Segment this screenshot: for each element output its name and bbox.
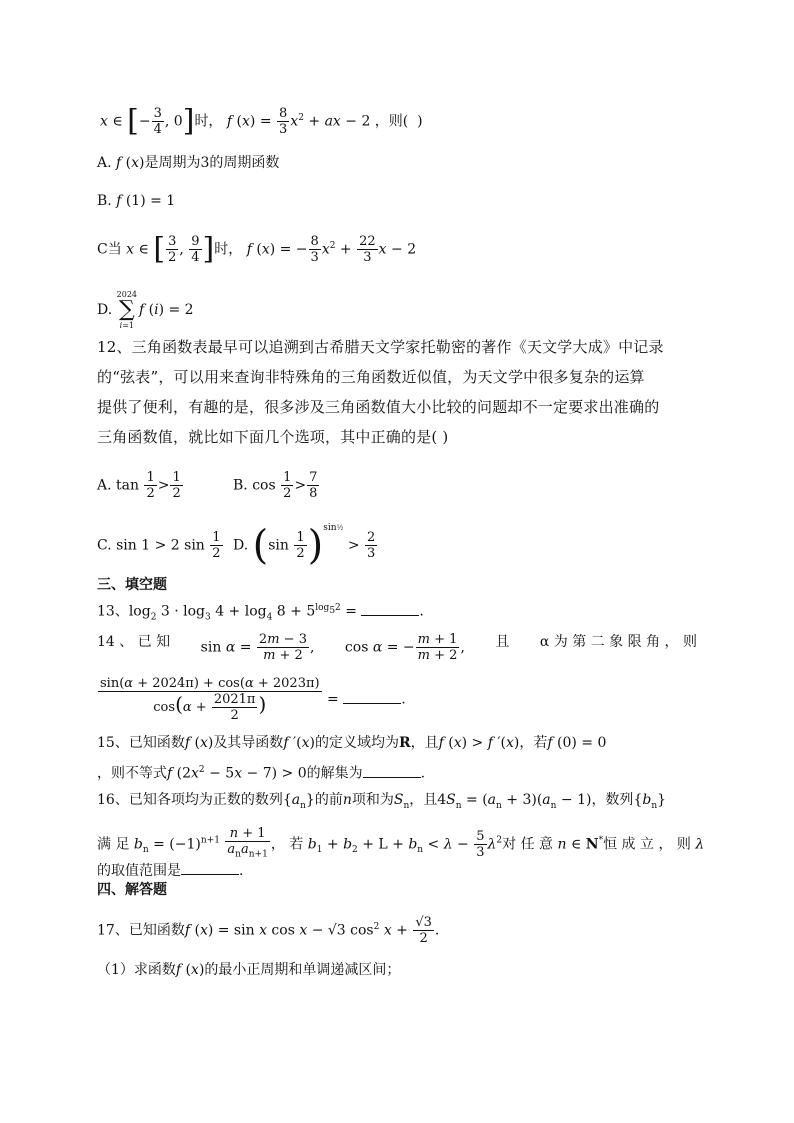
answer-blank[interactable]: [181, 860, 239, 875]
q11-stem: x ∈ [− $\frac{3}{4}$ , 0]时， f (x) = $\frac{8}{3}$ $x^2$ + ax − 2 ，则( ): [100, 103, 423, 139]
q11-option-b: B. f (1) = 1: [97, 193, 176, 209]
q12-option-b: B. cos $\frac{1}{2}$ > $\frac{7}{8}$: [233, 470, 318, 501]
q11-option-a: A. f (x)是周期为3的周期函数: [97, 155, 280, 171]
q14-line-2: sin(α + 2024π) + cos(α + 2023π) cos(α + $\frac{2021\pi}{2}$ ) = .: [100, 676, 406, 723]
q11-option-d: D. 2024 ∑ i=1 f (i) = 2: [97, 290, 194, 330]
q12-line-2: 的“弦表”，可以用来查询非特殊角的三角函数近似值，为天文学中很多复杂的运算: [97, 368, 645, 386]
answer-blank[interactable]: [361, 601, 419, 616]
q16-line-3: 的取值范围是 .: [97, 860, 243, 881]
q13: 13、$\log_2 3 \cdot \log_3 4 + \log_4 8 + 5^{log_52}$ = .: [97, 598, 424, 627]
q12-option-a: A. tan $\frac{1}{2}$ > $\frac{1}{2}$: [97, 470, 181, 501]
q15-line-2: ，则不等式f $(2x^2 - 5x - 7) > 0$的解集为 .: [97, 760, 425, 784]
q14-line-1: 14 、 已 知 sin α = $\frac{2m - 3}{m + 2}$ , cos α = − $\frac{m + 1}{m + 2}$ , 且 α 为 第 二 象 限 角 ， 则: [97, 632, 697, 663]
q15-line-1: 15、已知函数f (x)及其导函数f ′(x)的定义域均为R，且f (x) > f ′(x)，若f (0) = 0: [97, 735, 607, 751]
q11-option-c: C当 x ∈ [ $\frac{3}{2}$ , $\frac{9}{4}$ ]时， f (x) = − $\frac{8}{3}$ $x^2$ + $\frac{22}{3}$ x − 2: [97, 231, 417, 267]
q16-line-2: 满 足 $b_n = (-1)^{n+1}$ $\frac{n + 1}{a_na_{n+1}}$ ， 若 $b_1 + b_2 + L + b_n < \lambda$ − $\frac{5}{3}$ $\lambda^2$对 任 意 n ∈ N*恒 成 立 ， 则 λ: [97, 826, 705, 860]
q17-part-1: （1）求函数f (x)的最小正周期和单调递减区间；: [97, 962, 401, 978]
answer-blank[interactable]: [363, 763, 421, 778]
q12-line-4: 三角函数值，就比如下面几个选项，其中正确的是( ): [97, 428, 449, 446]
q16-line-1: 16、已知各项均为正数的数列$\{a_n\}$的前n项和为$S_n$，且$4S_n = (a_n + 3)(a_n - 1)$，数列$\{b_n\}$: [97, 792, 667, 811]
q12-option-c: C. sin 1 > 2 sin $\frac{1}{2}$: [97, 530, 221, 561]
q12-option-d: D. (sin $\frac{1}{2}$ )$^{sin\frac{1}{2}}$ > $\frac{2}{3}$: [233, 522, 376, 569]
section-answer-heading: 四、解答题: [97, 882, 167, 898]
q12-line-3: 提供了便利，有趣的是，很多涉及三角函数值大小比较的问题却不一定要求出准确的: [97, 398, 660, 416]
q12-line-1: 12、三角函数表最早可以追溯到古希腊天文学家托勒密的著作《天文学大成》中记录: [97, 338, 664, 356]
q17: 17、已知函数f (x) = sin x cos x − √3 $\cos^2 x$ + $\frac{√3}{2}$ .: [97, 915, 440, 946]
section-fill-in-heading: 三、填空题: [97, 577, 167, 593]
answer-blank[interactable]: [343, 689, 401, 704]
